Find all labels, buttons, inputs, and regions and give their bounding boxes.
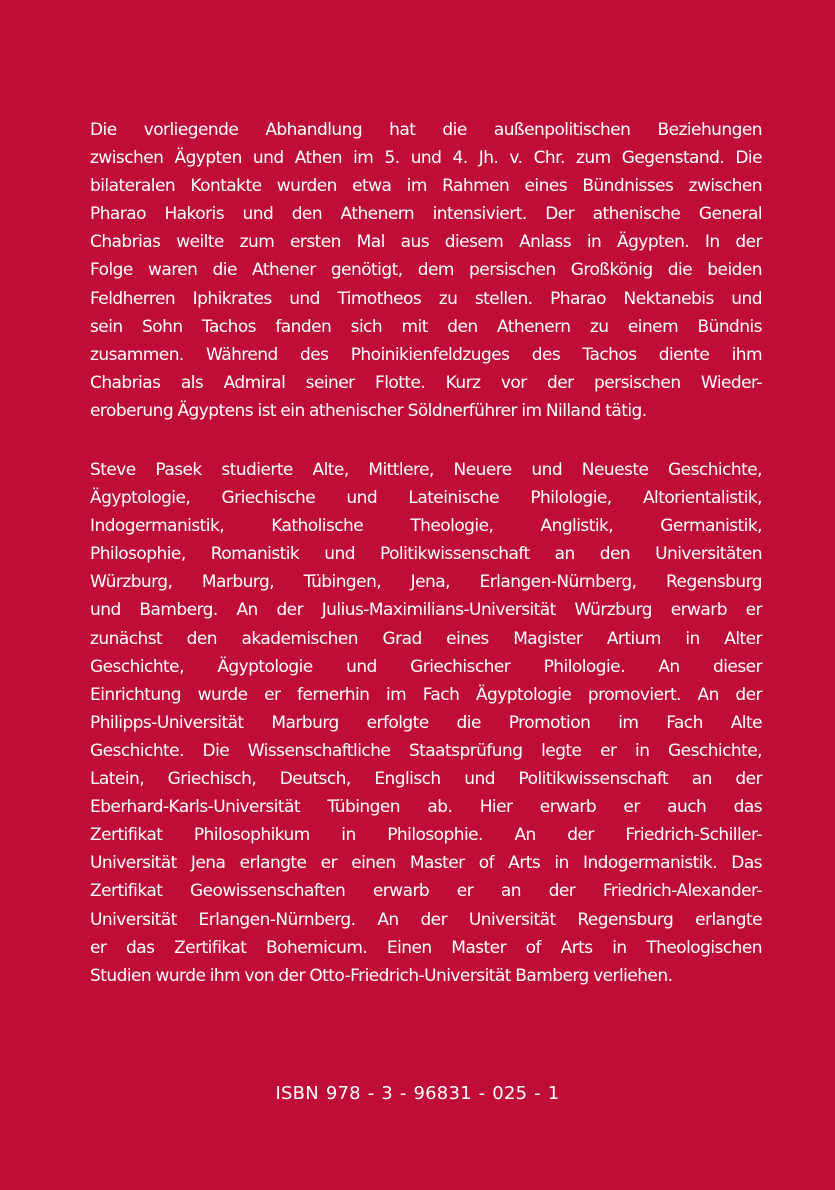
text-line: Indogermanistik, Katholische Theologie, Anglistik, Germanistik,: [90, 516, 762, 537]
text-line: zwischen Ägypten und Athen im 5. und 4. Jh. v. Chr. zum Gegenstand. Die: [90, 148, 762, 169]
text-line: Philosophie, Romanistik und Politikwissenschaft an den Universitäten: [90, 544, 762, 565]
text-line: Philipps-Universität Marburg erfolgte die Promotion im Fach Alte: [90, 712, 762, 733]
text-line: Eberhard-Karls-Universität Tübingen ab. Hier erwarb er auch das: [90, 797, 762, 818]
text-line: und Bamberg. An der Julius-Maximilians-Universität Würzburg erwarb er: [90, 600, 762, 621]
text-line: Feldherren Iphikrates und Timotheos zu stellen. Pharao Nektanebis und: [90, 288, 762, 309]
text-line: Einrichtung wurde er fernerhin im Fach Ägyptologie promoviert. An der: [90, 684, 762, 705]
text-line: Universität Jena erlangte er einen Master of Arts in Indogermanistik. Das: [90, 853, 762, 874]
text-line: Geschichte. Die Wissenschaftliche Staatsprüfung legte er in Geschichte,: [90, 740, 762, 761]
text-line: zunächst den akademischen Grad eines Magister Artium in Alter: [90, 628, 762, 649]
book-description: [90, 116, 762, 425]
text-line: Folge waren die Athener genötigt, dem persischen Großkönig die beiden: [90, 260, 762, 281]
isbn-number: ISBN 978 - 3 - 96831 - 025 - 1: [275, 1083, 560, 1104]
text-line: Geschichte, Ägyptologie und Griechischer Philologie. An dieser: [90, 656, 762, 677]
text-line: Chabrias weilte zum ersten Mal aus diesem Anlass in Ägypten. In der: [90, 232, 762, 253]
author-biography: [90, 456, 762, 990]
text-line: Latein, Griechisch, Deutsch, Englisch und Politikwissenschaft an der: [90, 769, 762, 790]
text-line: Würzburg, Marburg, Tübingen, Jena, Erlangen-Nürnberg, Regensburg: [90, 572, 762, 593]
text-line: er das Zertifikat Bohemicum. Einen Master of Arts in Theologischen: [90, 937, 762, 958]
text-line: Ägyptologie, Griechische und Lateinische Philologie, Altorientalistik,: [90, 488, 762, 509]
text-line: Zertifikat Philosophikum in Philosophie. An der Friedrich-Schiller-: [90, 825, 762, 846]
text-line: bilateralen Kontakte wurden etwa im Rahmen eines Bündnisses zwischen: [90, 176, 762, 197]
text-line: Universität Erlangen-Nürnberg. An der Universität Regensburg erlangte: [90, 909, 762, 930]
text-line: sein Sohn Tachos fanden sich mit den Athenern zu einem Bündnis: [90, 316, 762, 337]
text-line: Steve Pasek studierte Alte, Mittlere, Neuere und Neueste Geschichte,: [90, 460, 762, 480]
text-line: Studien wurde ihm von der Otto-Friedrich-Universität Bamberg verliehen.: [90, 965, 673, 986]
text-line: Zertifikat Geowissenschaften erwarb er an der Friedrich-Alexander-: [90, 881, 762, 902]
text-line: Pharao Hakoris und den Athenern intensiviert. Der athenische General: [90, 204, 762, 225]
text-line: eroberung Ägyptens ist ein athenischer Söldnerführer im Nilland tätig.: [90, 400, 647, 421]
text-line: Die vorliegende Abhandlung hat die außenpolitischen Beziehungen: [90, 120, 762, 140]
text-line: zusammen. Während des Phoinikienfeldzuges des Tachos diente ihm: [90, 344, 762, 365]
text-line: Chabrias als Admiral seiner Flotte. Kurz vor der persischen Wieder-: [90, 372, 762, 393]
